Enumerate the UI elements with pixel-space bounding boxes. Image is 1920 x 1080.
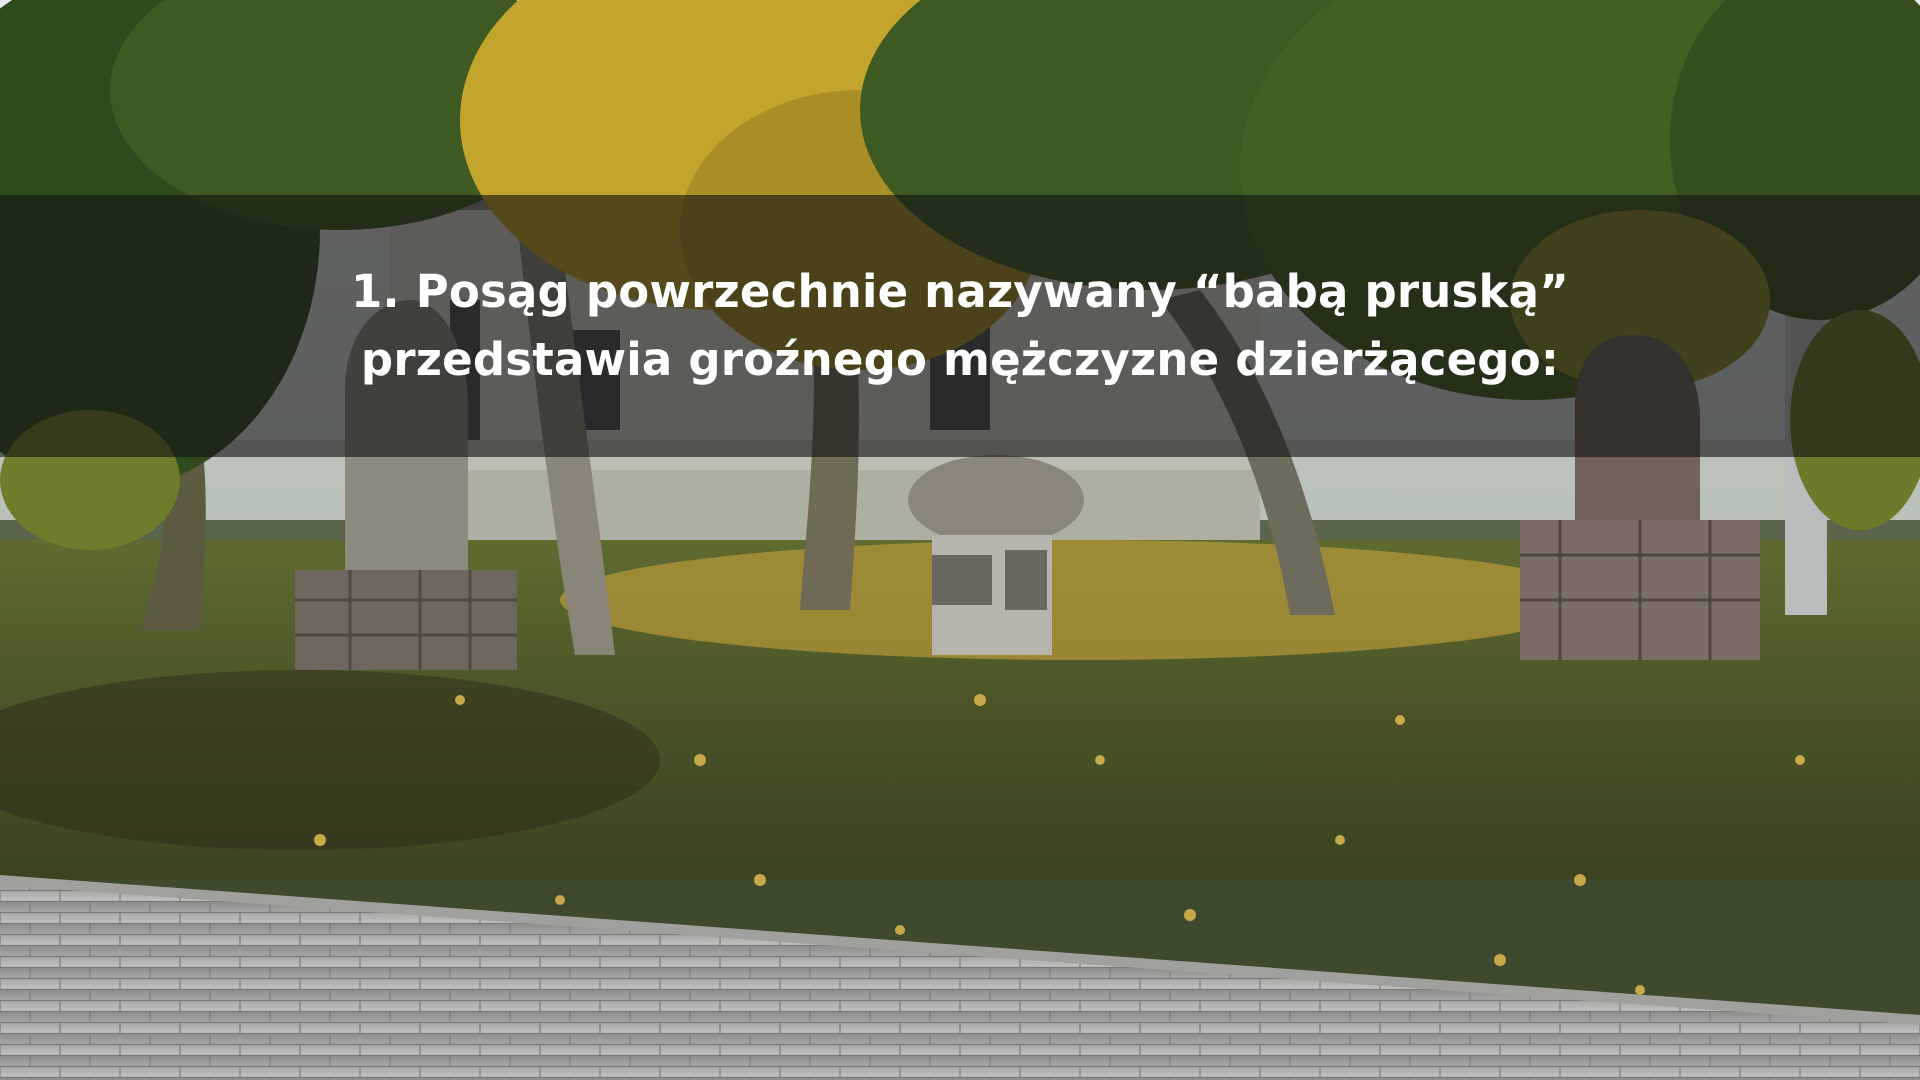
- leaf-bed: [560, 540, 1600, 660]
- question-line-1: 1. Posąg powrzechnie nazywany “babą pruską”: [351, 265, 1569, 318]
- question-banner: [0, 195, 1920, 457]
- pedestal-left: [295, 570, 517, 670]
- question-line-2: przedstawia groźnego mężczyzne dzierżącego:: [360, 333, 1560, 386]
- question-text: [351, 258, 1569, 394]
- statue-middle: [908, 455, 1084, 545]
- pavement: [0, 885, 1920, 1080]
